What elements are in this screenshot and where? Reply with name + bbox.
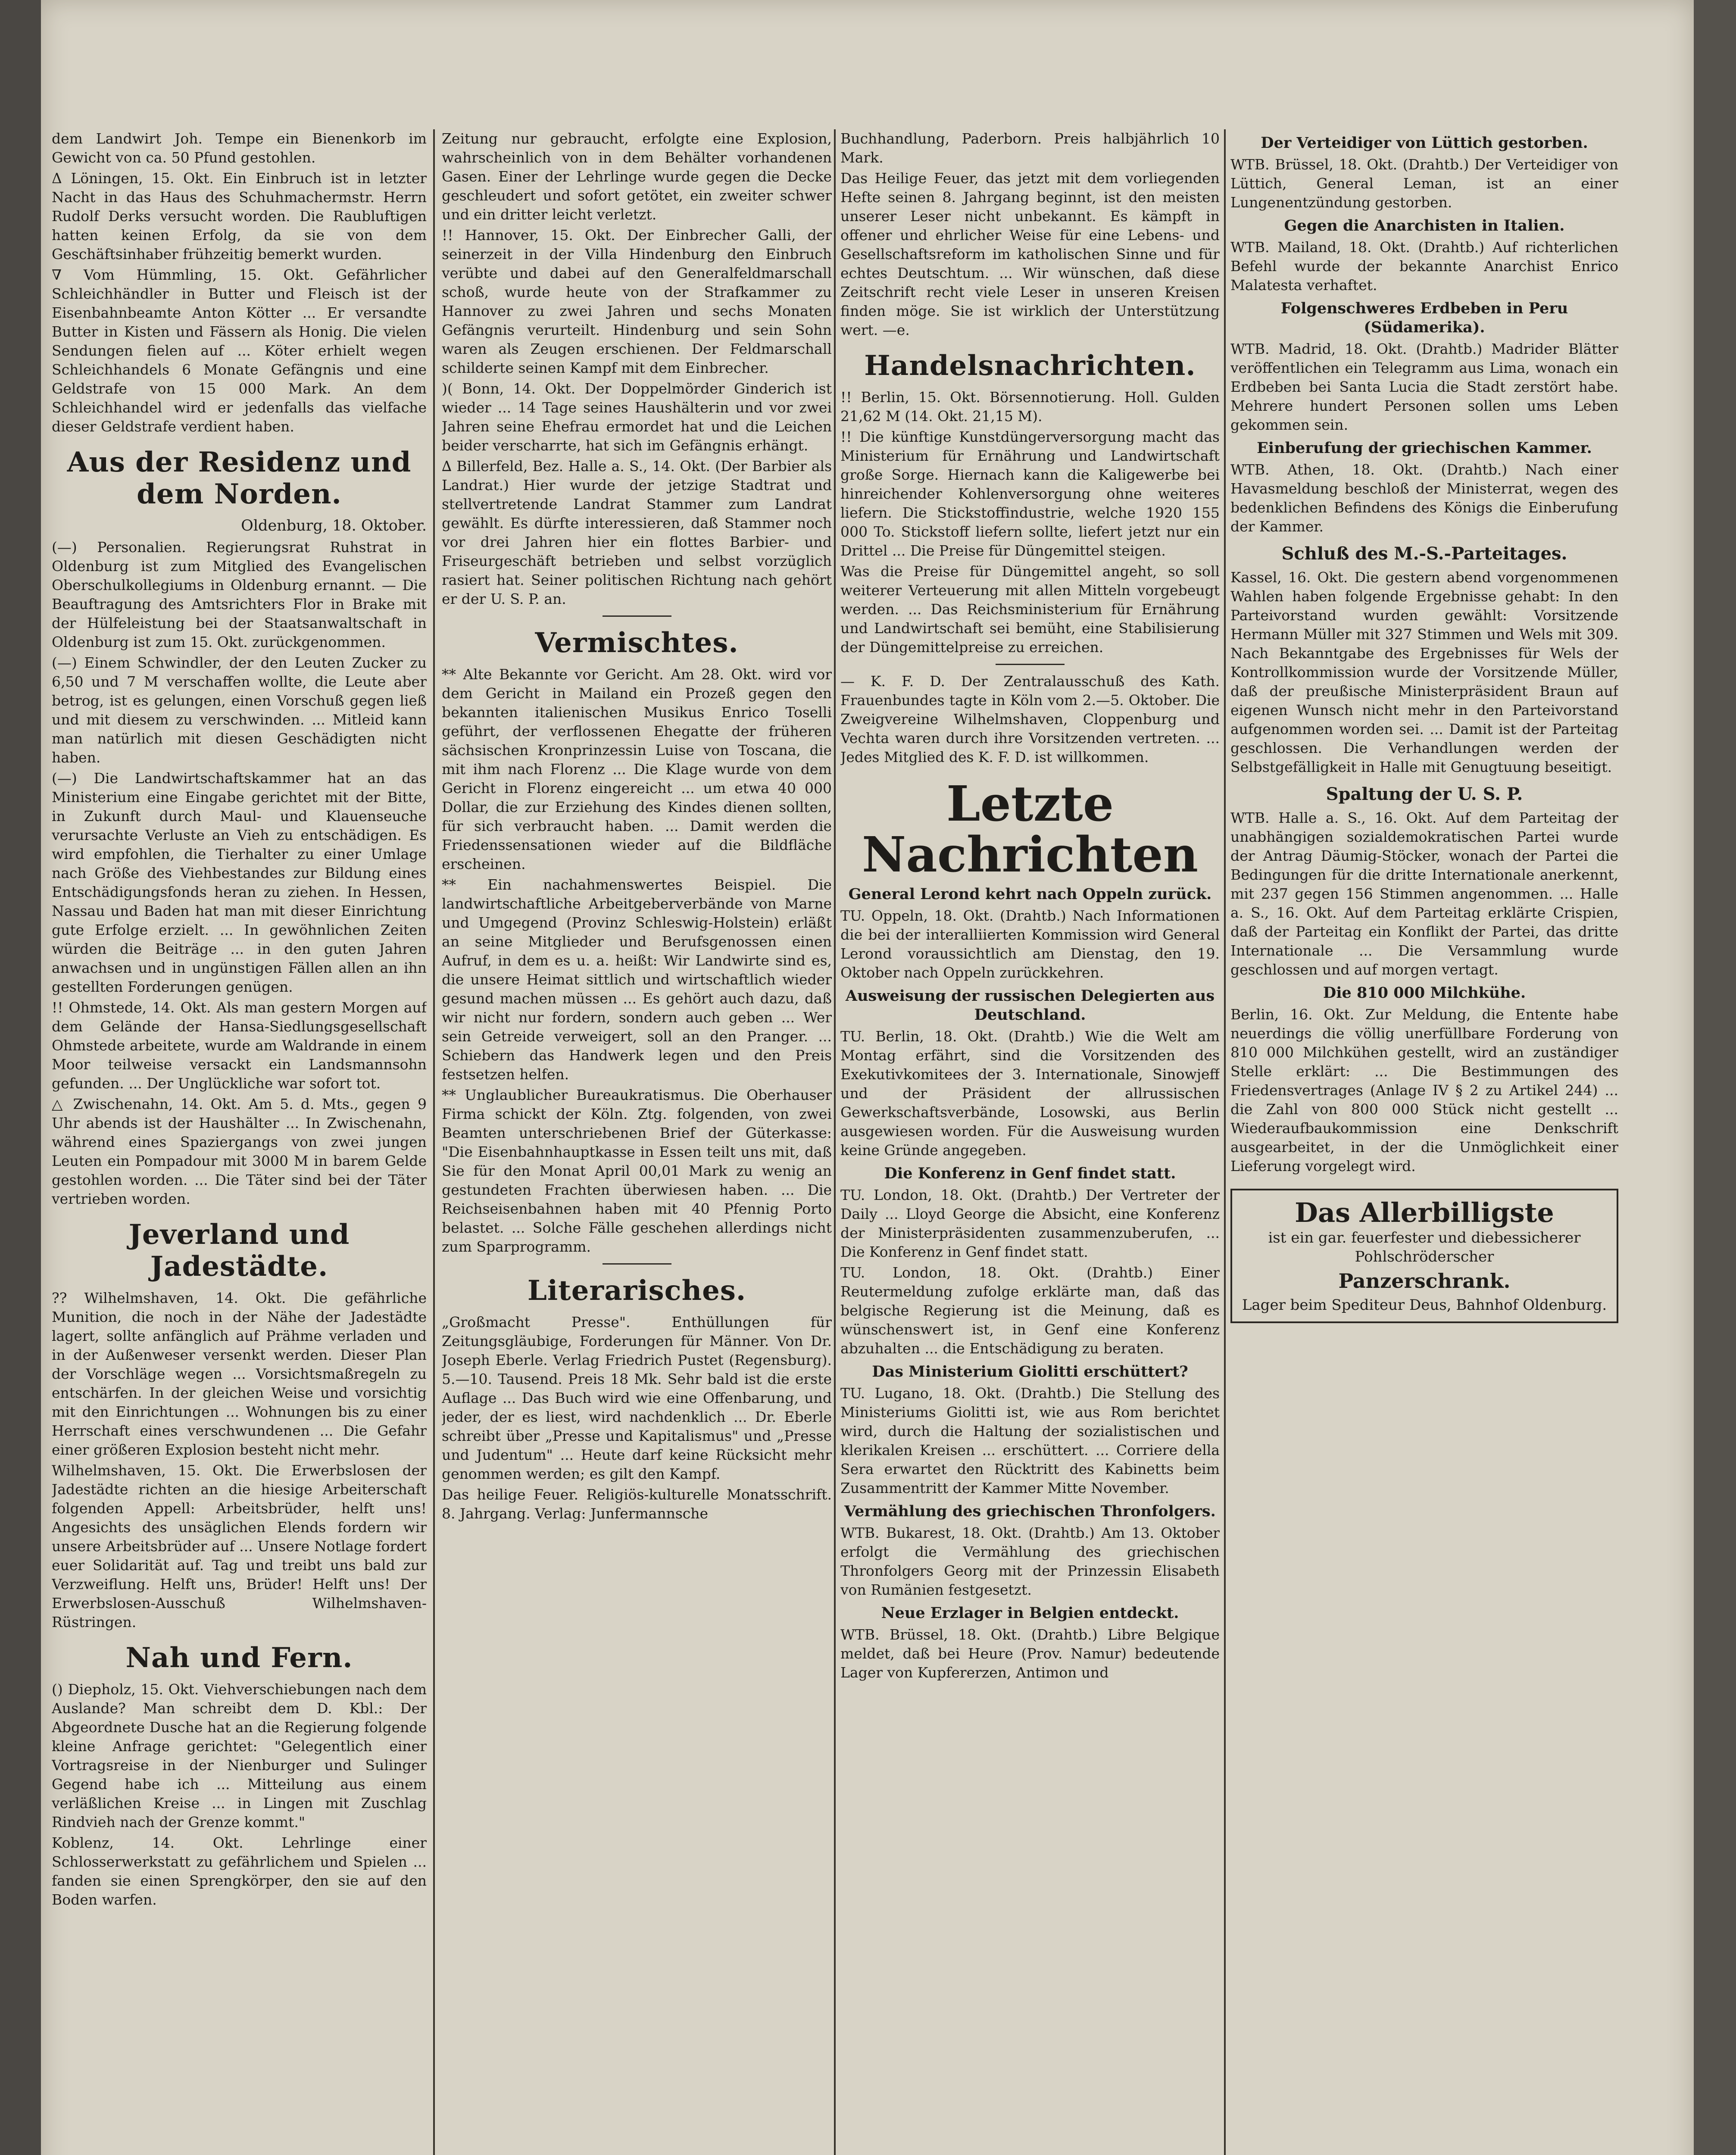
article-text: !! Die künftige Kunstdüngerversorgung macht das Ministerium für Ernährung und Landwirtschaft große Sorge. Hiernach kann die Kaligewerbe bei hinreichender Kohlenversorgung ohne weiteres liefern. Die Stickstoffindustrie, welche 1920 155 000 To. Stickstoff liefern sollte, liefert jetzt nur ein Drittel ... Die Preise für Düngemittel steigen. — [840, 428, 1220, 559]
article-text: dem Landwirt Joh. Tempe ein Bienenkorb im Gewicht von ca. 50 Pfund gestohlen. — [52, 130, 427, 166]
article-text: !! Berlin, 15. Okt. Börsennotierung. Holl. Gulden 21,62 M (14. Okt. 21,15 M). — [840, 389, 1220, 425]
column-2 — [442, 129, 832, 2155]
article-text: △ Zwischenahn, 14. Okt. Am 5. d. Mts., gegen 9 Uhr abends ist der Haushälter ... In Zwischenahn, während eines Spaziergangs von zwei jungen Leuten ein Pompadour mit 3000 M in barem Gelde gestohlen worden. ... Die Täter sind bei der Täter vertrieben worden. — [52, 1096, 427, 1207]
article-text: () Diepholz, 15. Okt. Viehverschiebungen nach dem Auslande? Man schreibt dem D. Kbl.: Der Abgeordnete Dusche hat an die Regierung folgende kleine Anfrage gerichtet: "Gelegentlich einer Vortragsreise in der Nienburger und Sulinger Gegend habe ich ... Mitteilung aus einem verläßlichen Kreise ... in Lingen mit Zuschlag Rindvieh nach der Grenze kommt." — [52, 1681, 427, 1830]
article-text: Das heilige Feuer. Religiös-kulturelle Monatsschrift. 8. Jahrgang. Verlag: Junfermannsche — [442, 1486, 832, 1522]
article-text: ** Unglaublicher Bureaukratismus. Die Oberhauser Firma schickt der Köln. Ztg. folgenden, von zwei Beamten unterschriebenen Brief der Güterkasse: "Die Eisenbahnhauptkasse in Essen teilt uns mit, daß Sie für den Monat April 00,01 Mark zu wenig an gestundeten Frachten überwiesen haben. ... Die Reichseisenbahnen haben mit 40 Pfennig Porto belastet. ... Solche Fälle geschehen allerdings nicht zum Sparprogramm. — [442, 1087, 832, 1255]
subheading: Der Verteidiger von Lüttich gestorben. — [1261, 134, 1588, 152]
ad-text: ist ein gar. feuerfester und diebessicherer Pohlschröderscher — [1268, 1229, 1581, 1265]
article-text: Wilhelmshaven, 15. Okt. Die Erwerbslosen der Jadestädte richten an die hiesige Arbeiterschaft folgenden Appell: Arbeitsbrüder, helft uns! Angesichts des unsäglichen Elends fordern wir unsere Arbeitsbrüder auf ... Unsere Notlage fordert euer Solidarität auf. Tag und treibt uns bald zur Verzweiflung. Helft uns, Brüder! Helft uns! Der Erwerbslosen-Ausschuß Wilhelmshaven-Rüstringen. — [52, 1462, 427, 1630]
subheading: Gegen die Anarchisten in Italien. — [1284, 217, 1565, 234]
article-text: Das Heilige Feuer, das jetzt mit dem vorliegenden Hefte seinen 8. Jahrgang beginnt, ist den meisten unserer Leser nicht unbekannt. Es kämpft in offener und ehrlicher Weise für eine Lebens- und Gesellschaftsreform im katholischen Sinne und für echtes Deutschtum. ... Wir wünschen, daß diese Zeitschrift recht viele Leser in unseren Kreisen finden möge. Sie ist wirklich der Unterstützung wert. —e. — [840, 170, 1220, 338]
article-text: TU. London, 18. Okt. (Drahtb.) Einer Reutermeldung zufolge erklärte man, daß das belgische Regierung ist die Meinung, daß es wünschenswert ist, in Genf eine Konferenz abzuhalten ... die Entschädigung zu beraten. — [840, 1264, 1220, 1357]
section-heading: Literarisches. — [527, 1274, 746, 1307]
separator — [603, 1263, 671, 1265]
subheading: Die Konferenz in Genf findet statt. — [884, 1165, 1176, 1182]
article-text: Berlin, 16. Okt. Zur Meldung, die Entente habe neuerdings die völlig unerfüllbare Forderung von 810 000 Milchkühen gestellt, wird an zuständiger Stelle erklärt: ... Die Bestimmungen des Friedensvertrages (Anlage IV § 2 zu Artikel 244) ... die Zahl von 800 000 Stück nicht gestellt ... Wiederaufbaukommission eine Denkschrift ausgearbeitet, in der die Unmöglichkeit einer Lieferung vorgelegt wird. — [1230, 1006, 1618, 1174]
article-text: ∆ Billerfeld, Bez. Halle a. S., 14. Okt. (Der Barbier als Landrat.) Hier wurde der jetzige Stadtrat und stellvertretende Landrat Stammer zum Landrat gewählt. Es dürfte interessieren, daß Stammer noch vor drei Jahren hier ein flottes Barbier- und Friseurgeschäft betrieben und selbst vorzüglich rasiert hat. Seiner politischen Richtung nach gehört er der U. S. P. an. — [442, 458, 832, 607]
column-rule — [1224, 129, 1226, 2155]
section-heading: Vermischtes. — [535, 627, 739, 659]
subheading: Neue Erzlager in Belgien entdeckt. — [881, 1604, 1179, 1622]
article-text: TU. Berlin, 18. Okt. (Drahtb.) Wie die Welt am Montag erfährt, sind die Vorsitzenden des Exekutivkomitees der 3. Internationale, Sinowjeff und der Präsident der allrussischen Gewerkschaftsverbände, Losowski, aus Berlin ausgewiesen worden. Für die Ausweisung wurden keine Gründe angegeben. — [840, 1028, 1220, 1159]
ad-product: Panzerschrank. — [1338, 1269, 1511, 1293]
section-heading: Aus der Residenz und dem Norden. — [67, 446, 412, 510]
subheading: General Lerond kehrt nach Oppeln zurück. — [848, 885, 1212, 903]
separator — [996, 664, 1065, 665]
article-text: TU. Lugano, 18. Okt. (Drahtb.) Die Stellung des Ministeriums Giolitti ist, wie aus Rom berichtet wird, durch die Haltung der sozialistischen und klerikalen Kreisen ... erschüttert. ... Corriere della Sera erwartet den Rücktritt des Kabinetts beim Zusammentritt der Kammer Mitte November. — [840, 1385, 1220, 1496]
article-text: TU. London, 18. Okt. (Drahtb.) Der Vertreter der Daily ... Lloyd George die Absicht, eine Konferenz der Ministerpräsidenten zusammenzuberufen, ... Die Konferenz in Genf findet statt. — [840, 1187, 1220, 1260]
article-text: ** Ein nachahmenswertes Beispiel. Die landwirtschaftliche Arbeitgeberverbände von Marne und Umgegend (Provinz Schleswig-Holstein) erläßt an seine Mitglieder und Berufsgenossen einen Aufruf, in dem es u. a. heißt: Wir Landwirte sind es, die unsere Heimat sittlich und wirtschaftlich wieder gesund machen müssen ... Es gehört auch dazu, daß wir nicht nur fordern, sondern auch geben ... Wer sein Getreide verweigert, soll an den Pranger. ... Schiebern das Handwerk legen und den Preis festsetzen helfen. — [442, 876, 832, 1083]
article-text: WTB. Bukarest, 18. Okt. (Drahtb.) Am 13. Oktober erfolgt die Vermählung des griechischen Thronfolgers Georg mit der Prinzessin Elisabeth von Rumänien festgesetzt. — [840, 1524, 1220, 1598]
ad-title: Das Allerbilligste — [1295, 1197, 1554, 1228]
section-heading: Handelsnachrichten. — [864, 350, 1196, 382]
article-text: — K. F. D. Der Zentralausschuß des Kath. Frauenbundes tagte in Köln vom 2.—5. Oktober. Die Zweigvereine Wilhelmshaven, Cloppenburg und Vechta waren durch ihre Vorsitzenden vertreten. ... Jedes Mitglied des K. F. D. ist willkommen. — [840, 673, 1220, 765]
column-4 — [1230, 129, 1618, 2155]
article-text: (—) Die Landwirtschaftskammer hat an das Ministerium eine Eingabe gerichtet mit der Bitte, in Zukunft durch Maul- und Klauenseuche verursachte Verluste an Vieh zu entschädigen. Es wird empfohlen, die Tierhalter zu einer Umlage nach Größe des Viehbestandes zur Bildung eines Entschädigungsfonds heran zu ziehen. In Hessen, Nassau und Baden hat man mit dieser Einrichtung gute Erfolge erzielt. ... In gewöhnlichen Zeiten würden die Beiträge ... in den guten Jahren anwachsen und in ungünstigen Fällen allen an ihn gestellten Forderungen genügen. — [52, 770, 427, 995]
subheading: Vermählung des griechischen Thronfolgers. — [844, 1502, 1216, 1520]
article-text: „Großmacht Presse". Enthüllungen für Zeitungsgläubige, Forderungen für Männer. Von Dr. Joseph Eberle. Verlag Friedrich Pustet (Regensburg). 5.—10. Tausend. Preis 18 Mk. Sehr bald ist die erste Auflage ... Das Buch wird wie eine Offenbarung, und jeder, der es liest, wird nachdenklich ... Dr. Eberle schreibt über „Presse und Kapitalismus" und „Presse und Judentum" ... Heute darf keine Rücksicht mehr genommen werden; es gilt den Kampf. — [442, 1314, 832, 1482]
article-text: !! Ohmstede, 14. Okt. Als man gestern Morgen auf dem Gelände der Hansa-Siedlungsgesellschaft Ohmstede arbeitete, wurde am Waldrande in einem Moor teilweise versackt ein Landsmannsohn gefunden. ... Der Unglückliche war sofort tot. — [52, 999, 427, 1092]
column-rule — [834, 129, 836, 2155]
advertisement — [1230, 1189, 1618, 1323]
article-text: WTB. Brüssel, 18. Okt. (Drahtb.) Libre Belgique meldet, daß bei Heure (Prov. Namur) bedeutende Lager von Kupfererzen, Antimon und — [840, 1626, 1220, 1681]
section-heading: Jeverland und Jadestädte. — [128, 1218, 350, 1283]
article-text: (—) Personalien. Regierungsrat Ruhstrat in Oldenburg ist zum Mitglied des Evangelischen Oberschulkollegiums in Oldenburg ernannt. — Die Beauftragung des Amtsrichters Flor in Brake mit der Hülfeleistung bei der Staatsanwaltschaft in Oldenburg ist zum 15. Okt. zurückgenommen. — [52, 539, 427, 650]
dateline: Oldenburg, 18. Oktober. — [241, 517, 427, 534]
subheading: Die 810 000 Milchkühe. — [1323, 984, 1526, 1002]
subheading: Einberufung der griechischen Kammer. — [1257, 439, 1592, 457]
article-text: WTB. Halle a. S., 16. Okt. Auf dem Parteitag der unabhängigen sozialdemokratischen Partei wurde der Antrag Däumig-Stöcker, wonach der Partei die Bedingungen für die dritte Internationale anerkennt, mit 237 gegen 156 Stimmen angenommen. ... Halle a. S., 16. Okt. Auf dem Parteitag erklärte Crispien, daß der Parteitag ein Konflikt der Partei, das dritte Internationale ... Die Versammlung wurde geschlossen und auf morgen vertagt. — [1230, 809, 1618, 978]
column-1 — [52, 129, 427, 2155]
subheading: Ausweisung der russischen Delegierten aus Deutschland. — [845, 987, 1215, 1024]
article-text: !! Hannover, 15. Okt. Der Einbrecher Galli, der seinerzeit in der Villa Hindenburg den Einbruch verübte und dabei auf den Generalfeldmarschall schoß, wurde heute von der Strafkammer zu Hannover zu zwei Jahren und sechs Monaten Gefängnis verurteilt. Hindenburg und sein Sohn waren als Zeugen erschienen. Der Feldmarschall schilderte seinen Kampf mit dem Einbrecher. — [442, 227, 832, 376]
article-text: Was die Preise für Düngemittel angeht, so soll weiterer Verteuerung mit allen Mitteln vorgebeugt werden. ... Das Reichsministerium für Ernährung und Landwirtschaft sei bemüht, eine Stabilisierung der Düngemittelpreise zu erreichen. — [840, 563, 1220, 656]
article-text: TU. Oppeln, 18. Okt. (Drahtb.) Nach Informationen die bei der interalliierten Kommission wird General Lerond voraussichtlich am Dienstag, den 19. Oktober nach Oppeln zurückkehren. — [840, 907, 1220, 981]
section-heading-large: Letzte Nachrichten — [862, 776, 1199, 883]
article-text: Kassel, 16. Okt. Die gestern abend vorgenommenen Wahlen haben folgende Ergebnisse gehabt: In den Parteivorstand wurden gewählt: Vorsitzende Hermann Müller mit 327 Stimmen und Wels mit 309. Nach Bekanntgabe des Ergebnisses für Wels der Kontrollkommission wurde der Vorsitzende Müller, daß der preußische Ministerpräsident Braun auf eigenen Wunsch nicht mehr in den Parteivorstand aufgenommen worden sei. ... Damit ist der Parteitag geschlossen. Die Verhandlungen werden der Selbstgefälligkeit in Halle mit Genugtuung beseitigt. — [1230, 569, 1618, 775]
article-text: WTB. Madrid, 18. Okt. (Drahtb.) Madrider Blätter veröffentlichen ein Telegramm aus Lima, wonach ein Erdbeben bei Santa Lucia die Stadt zerstört habe. Mehrere hundert Personen sollen ums Leben gekommen sein. — [1230, 340, 1618, 433]
article-text: Buchhandlung, Paderborn. Preis halbjährlich 10 Mark. — [840, 130, 1220, 166]
section-heading: Nah und Fern. — [125, 1642, 353, 1674]
article-text: Koblenz, 14. Okt. Lehrlinge einer Schlosserwerkstatt zu gefährlichem und Spielen ... fanden sie einen Sprengkörper, den sie auf den Boden warfen. — [52, 1834, 427, 1908]
article-text: Δ Löningen, 15. Okt. Ein Einbruch ist in letzter Nacht in das Haus des Schuhmachermstr. Herrn Rudolf Derks versucht worden. Die Raubluftigen hatten keinen Erfolg, da sie von dem Geschäftsinhaber frühzeitig bemerkt wurden. — [52, 170, 427, 262]
article-text: WTB. Athen, 18. Okt. (Drahtb.) Nach einer Havasmeldung beschloß der Ministerrat, wegen des bedenklichen Befindens des Königs die Einberufung der Kammer. — [1230, 461, 1618, 535]
separator — [603, 615, 671, 617]
article-text: ∇ Vom Hümmling, 15. Okt. Gefährlicher Schleichhändler in Butter und Fleisch ist der Eisenbahnbeamte Anton Kötter ... Er versandte Butter in Kisten und Fässern als Honig. Die vielen Sendungen fielen auf ... Köter erhielt wegen Schleichhandels 6 Monate Gefängnis und eine Geldstrafe von 15 000 Mark. An dem Schleichhandel wird er jedenfalls das vielfache dieser Geldstrafe verdient haben. — [52, 266, 427, 435]
subheading: Spaltung der U. S. P. — [1326, 784, 1523, 804]
article-text: )( Bonn, 14. Okt. Der Doppelmörder Ginderich ist wieder ... 14 Tage seines Haushälterin und vor zwei Jahren seine Ehefrau ermordet hat und die Leichen beider verscharrte, hat sich im Gefängnis erhängt. — [442, 380, 832, 454]
article-text: Zeitung nur gebraucht, erfolgte eine Explosion, wahrscheinlich von in dem Behälter vorhandenen Gasen. Einer der Lehrlinge wurde gegen die Decke geschleudert und sofort getötet, ein zweiter schwer und ein dritter leicht verletzt. — [442, 130, 832, 223]
ad-footer: Lager beim Spediteur Deus, Bahnhof Oldenburg. — [1242, 1296, 1607, 1314]
article-text: (—) Einem Schwindler, der den Leuten Zucker zu 6,50 und 7 M verschaffen wollte, die Leute aber betrog, ist es gelungen, einen Vorschuß gegen ließ und mit diesem zu verschwinden. ... Mitleid kann man natürlich mit diesen Geschädigten nicht haben. — [52, 654, 427, 766]
article-text: WTB. Brüssel, 18. Okt. (Drahtb.) Der Verteidiger von Lüttich, General Leman, ist an einer Lungenentzündung gestorben. — [1230, 156, 1618, 211]
column-3 — [840, 129, 1220, 2155]
subheading: Schluß des M.-S.-Parteitages. — [1281, 543, 1567, 564]
subheading: Das Ministerium Giolitti erschüttert? — [872, 1363, 1188, 1380]
subheading: Folgenschweres Erdbeben in Peru (Südamerika). — [1280, 300, 1568, 336]
article-text: ?? Wilhelmshaven, 14. Okt. Die gefährliche Munition, die noch in der Nähe der Jadestädte lagert, sollte anfänglich auf Prähme verladen und in der Außenweser versenkt werden. Dieser Plan der Vorschläge wegen ... Vorsichtsmaßregeln zu entschärfen. In der gleichen Weise und vorsichtig mit den Einrichtungen ... Wohnungen bis zu einer Herrschaft eines verschwundenen ... Die Gefahr einer größeren Explosion besteht nicht mehr. — [52, 1290, 427, 1458]
column-rule — [433, 129, 435, 2155]
article-text: ** Alte Bekannte vor Gericht. Am 28. Okt. wird vor dem Gericht in Mailand ein Prozeß gegen den bekannten italienischen Musikus Enrico Toselli geführt, der verflossenen Ehegatte der früheren sächsischen Kronprinzessin Luise von Toscana, die mit ihm nach Florenz ... Die Klage wurde von dem Gericht in Florenz eingereicht ... um etwa 40 000 Dollar, die zur Erziehung des Kindes dienen sollten, für sich verbraucht haben. ... Damit werden die Friedenssensationen wieder auf die Bildfläche erscheinen. — [442, 666, 832, 872]
article-text: WTB. Mailand, 18. Okt. (Drahtb.) Auf richterlichen Befehl wurde der bekannte Anarchist Enrico Malatesta verhaftet. — [1230, 239, 1618, 294]
